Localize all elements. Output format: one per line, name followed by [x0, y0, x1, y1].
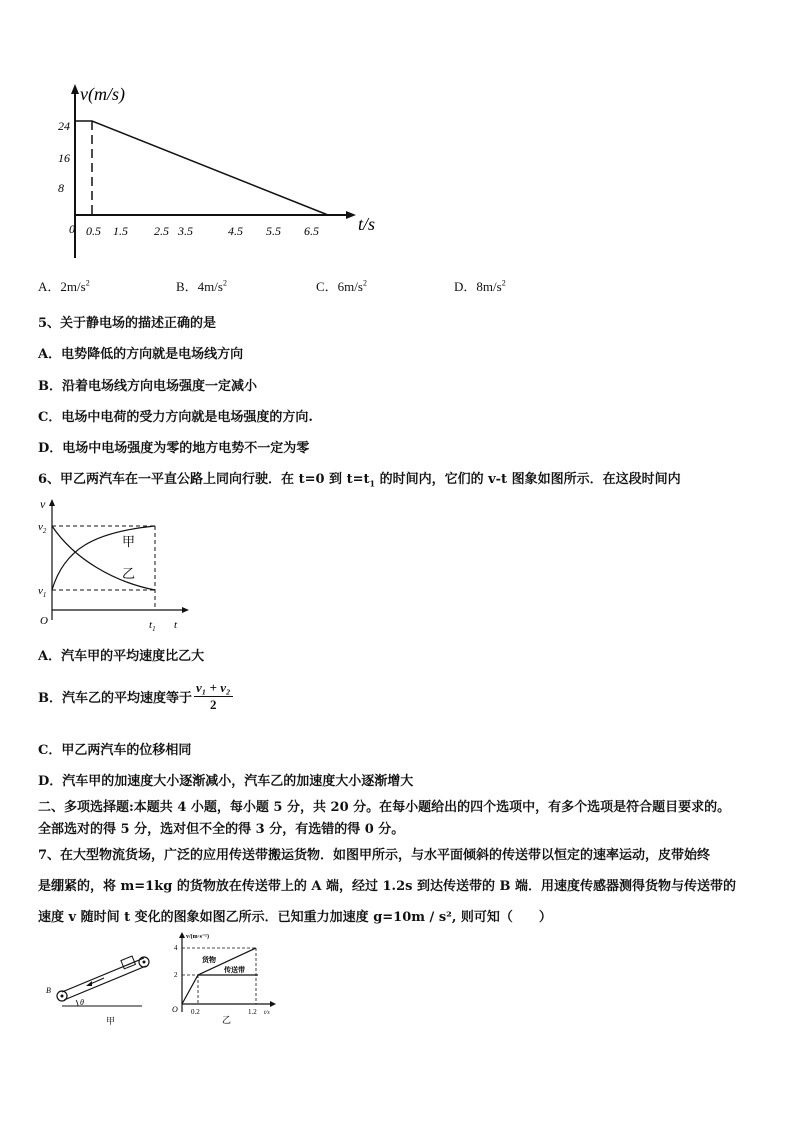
y-axis-arrow — [179, 932, 185, 938]
origin-label: 0 — [69, 222, 75, 236]
option-value: 4m/s — [197, 279, 223, 294]
q6-option-a: A．汽车甲的平均速度比乙大 — [38, 649, 205, 664]
fraction — [194, 680, 233, 713]
q4-vt-graph — [50, 80, 410, 265]
pulley-a-center — [143, 961, 146, 964]
yi-label: 乙 — [122, 566, 136, 581]
y-tick-4: 4 — [174, 944, 178, 952]
caption-jia: 甲 — [106, 1016, 116, 1026]
option-letter: B． — [176, 279, 198, 294]
velocity-line — [75, 121, 328, 215]
x-axis-arrow — [346, 211, 356, 219]
y-tick-16: 16 — [58, 151, 70, 165]
option-value: 6m/s — [337, 279, 363, 294]
curve-jia — [52, 526, 155, 590]
t1-label: $t_1$ — [149, 619, 156, 633]
q5-stem: 5、关于静电场的描述正确的是 — [38, 316, 217, 331]
x-axis-label: t/s — [358, 214, 376, 234]
label-b: B — [46, 986, 51, 995]
q6-stem-text-end: 的时间内，它们的 v-t 图象如图所示．在这段时间内 — [375, 472, 681, 487]
x-axis-arrow — [270, 1001, 276, 1007]
option-letter: D． — [454, 279, 477, 294]
belt-bottom — [64, 966, 146, 1000]
q5-option-a: A．电势降低的方向就是电场线方向 — [38, 347, 244, 362]
origin-label: O — [172, 1005, 178, 1014]
q4-option-d — [454, 276, 506, 295]
q4-option-a — [38, 276, 90, 295]
q6-vt-graph — [34, 494, 194, 636]
x-tick-0.5: 0.5 — [86, 224, 101, 238]
x-tick-1.2: 1.2 — [248, 1008, 257, 1016]
x-axis-arrow — [182, 607, 189, 613]
pulley-b-center — [61, 995, 64, 998]
section2-line1: 二、多项选择题:本题共 4 小题，每小题 5 分，共 20 分。在每小题给出的四个选项中，有多个选项是符合题目要求的。 — [38, 800, 731, 815]
fraction-numerator: v₁ + v₂ — [196, 680, 231, 695]
x-axis-label: t — [174, 619, 178, 631]
q7-line2: 是绷紧的，将 m=1kg 的货物放在传送带上的 A 端，经过 1.2s 到达传送带的 B 端．用速度传感器测得货物与传送带的 — [38, 879, 737, 894]
q7-figure-jia — [42, 948, 162, 1028]
q7-line1: 7、在大型物流货场，广泛的应用传送带搬运货物．如图甲所示，与水平面倾斜的传送带以恒定的速率运动，皮带始终 — [38, 848, 711, 863]
x-tick-6.5: 6.5 — [304, 224, 319, 238]
fraction-denominator: 2 — [210, 697, 217, 712]
q6-option-c: C．甲乙两汽车的位移相同 — [38, 743, 192, 758]
caption-yi: 乙 — [222, 1015, 232, 1024]
option-exponent: 2 — [501, 278, 506, 288]
y-axis-label: v/(m·s⁻¹) — [186, 934, 209, 940]
section2-line2: 全部选对的得 5 分，选对但不全的得 3 分，有选错的得 0 分。 — [38, 822, 405, 837]
q4-option-c — [316, 276, 367, 295]
option-value: 2m/s — [60, 279, 86, 294]
y-tick-24: 24 — [58, 119, 70, 133]
cargo-label: 货物 — [202, 956, 216, 964]
q4-option-b — [176, 276, 227, 295]
q7-line3: 速度 v 随时间 t 变化的图象如图乙所示．已知重力加速度 g=10m / s², 则可知（ ） — [38, 910, 552, 925]
x-tick-1.5: 1.5 — [113, 224, 128, 238]
cargo-velocity-line — [182, 948, 256, 1004]
q6-option-b — [38, 680, 233, 713]
label-theta: θ — [80, 998, 84, 1007]
option-exponent: 2 — [362, 278, 367, 288]
y-axis-label: v(m/s) — [80, 84, 125, 104]
x-tick-0.2: 0.2 — [191, 1008, 200, 1016]
y-axis-arrow — [71, 84, 79, 94]
q5-option-b: B．沿着电场线方向电场强度一定减小 — [38, 379, 257, 394]
x-tick-5.5: 5.5 — [266, 224, 281, 238]
q6-option-d: D．汽车甲的加速度大小逐渐减小，汽车乙的加速度大小逐渐增大 — [38, 774, 414, 789]
x-tick-2.5: 2.5 — [154, 224, 169, 238]
x-tick-4.5: 4.5 — [228, 224, 243, 238]
q6-stem-subscript: 1 — [369, 478, 376, 489]
x-axis-label: t/s — [264, 1010, 270, 1016]
option-value: 8m/s — [476, 279, 502, 294]
jia-label: 甲 — [122, 534, 136, 549]
v1-label: $v_1$ — [38, 585, 47, 599]
option-letter: C． — [316, 279, 338, 294]
option-letter: A． — [38, 279, 61, 294]
x-tick-3.5: 3.5 — [178, 224, 193, 238]
y-tick-8: 8 — [58, 181, 64, 195]
y-axis-label: v — [40, 497, 46, 511]
q7-figure-yi — [168, 928, 288, 1024]
curve-yi — [52, 526, 155, 590]
y-axis-arrow — [49, 499, 55, 506]
v2-label: $v_2$ — [38, 521, 47, 535]
y-tick-2: 2 — [174, 971, 178, 979]
theta-arc — [76, 1000, 78, 1006]
option-exponent: 2 — [222, 278, 227, 288]
q6-stem-text: 6、甲乙两汽车在一平直公路上同向行驶．在 t=0 到 t=t — [38, 472, 370, 487]
q5-option-c: C．电场中电荷的受力方向就是电场强度的方向. — [38, 410, 313, 425]
origin-label: O — [40, 615, 48, 627]
q5-option-d: D．电场中电场强度为零的地方电势不一定为零 — [38, 441, 310, 456]
belt-top — [62, 958, 144, 992]
option-exponent: 2 — [85, 278, 90, 288]
q6-stem — [38, 468, 681, 489]
q6-option-b-text: B．汽车乙的平均速度等于 — [38, 691, 192, 706]
belt-label: 传送带 — [224, 966, 245, 974]
